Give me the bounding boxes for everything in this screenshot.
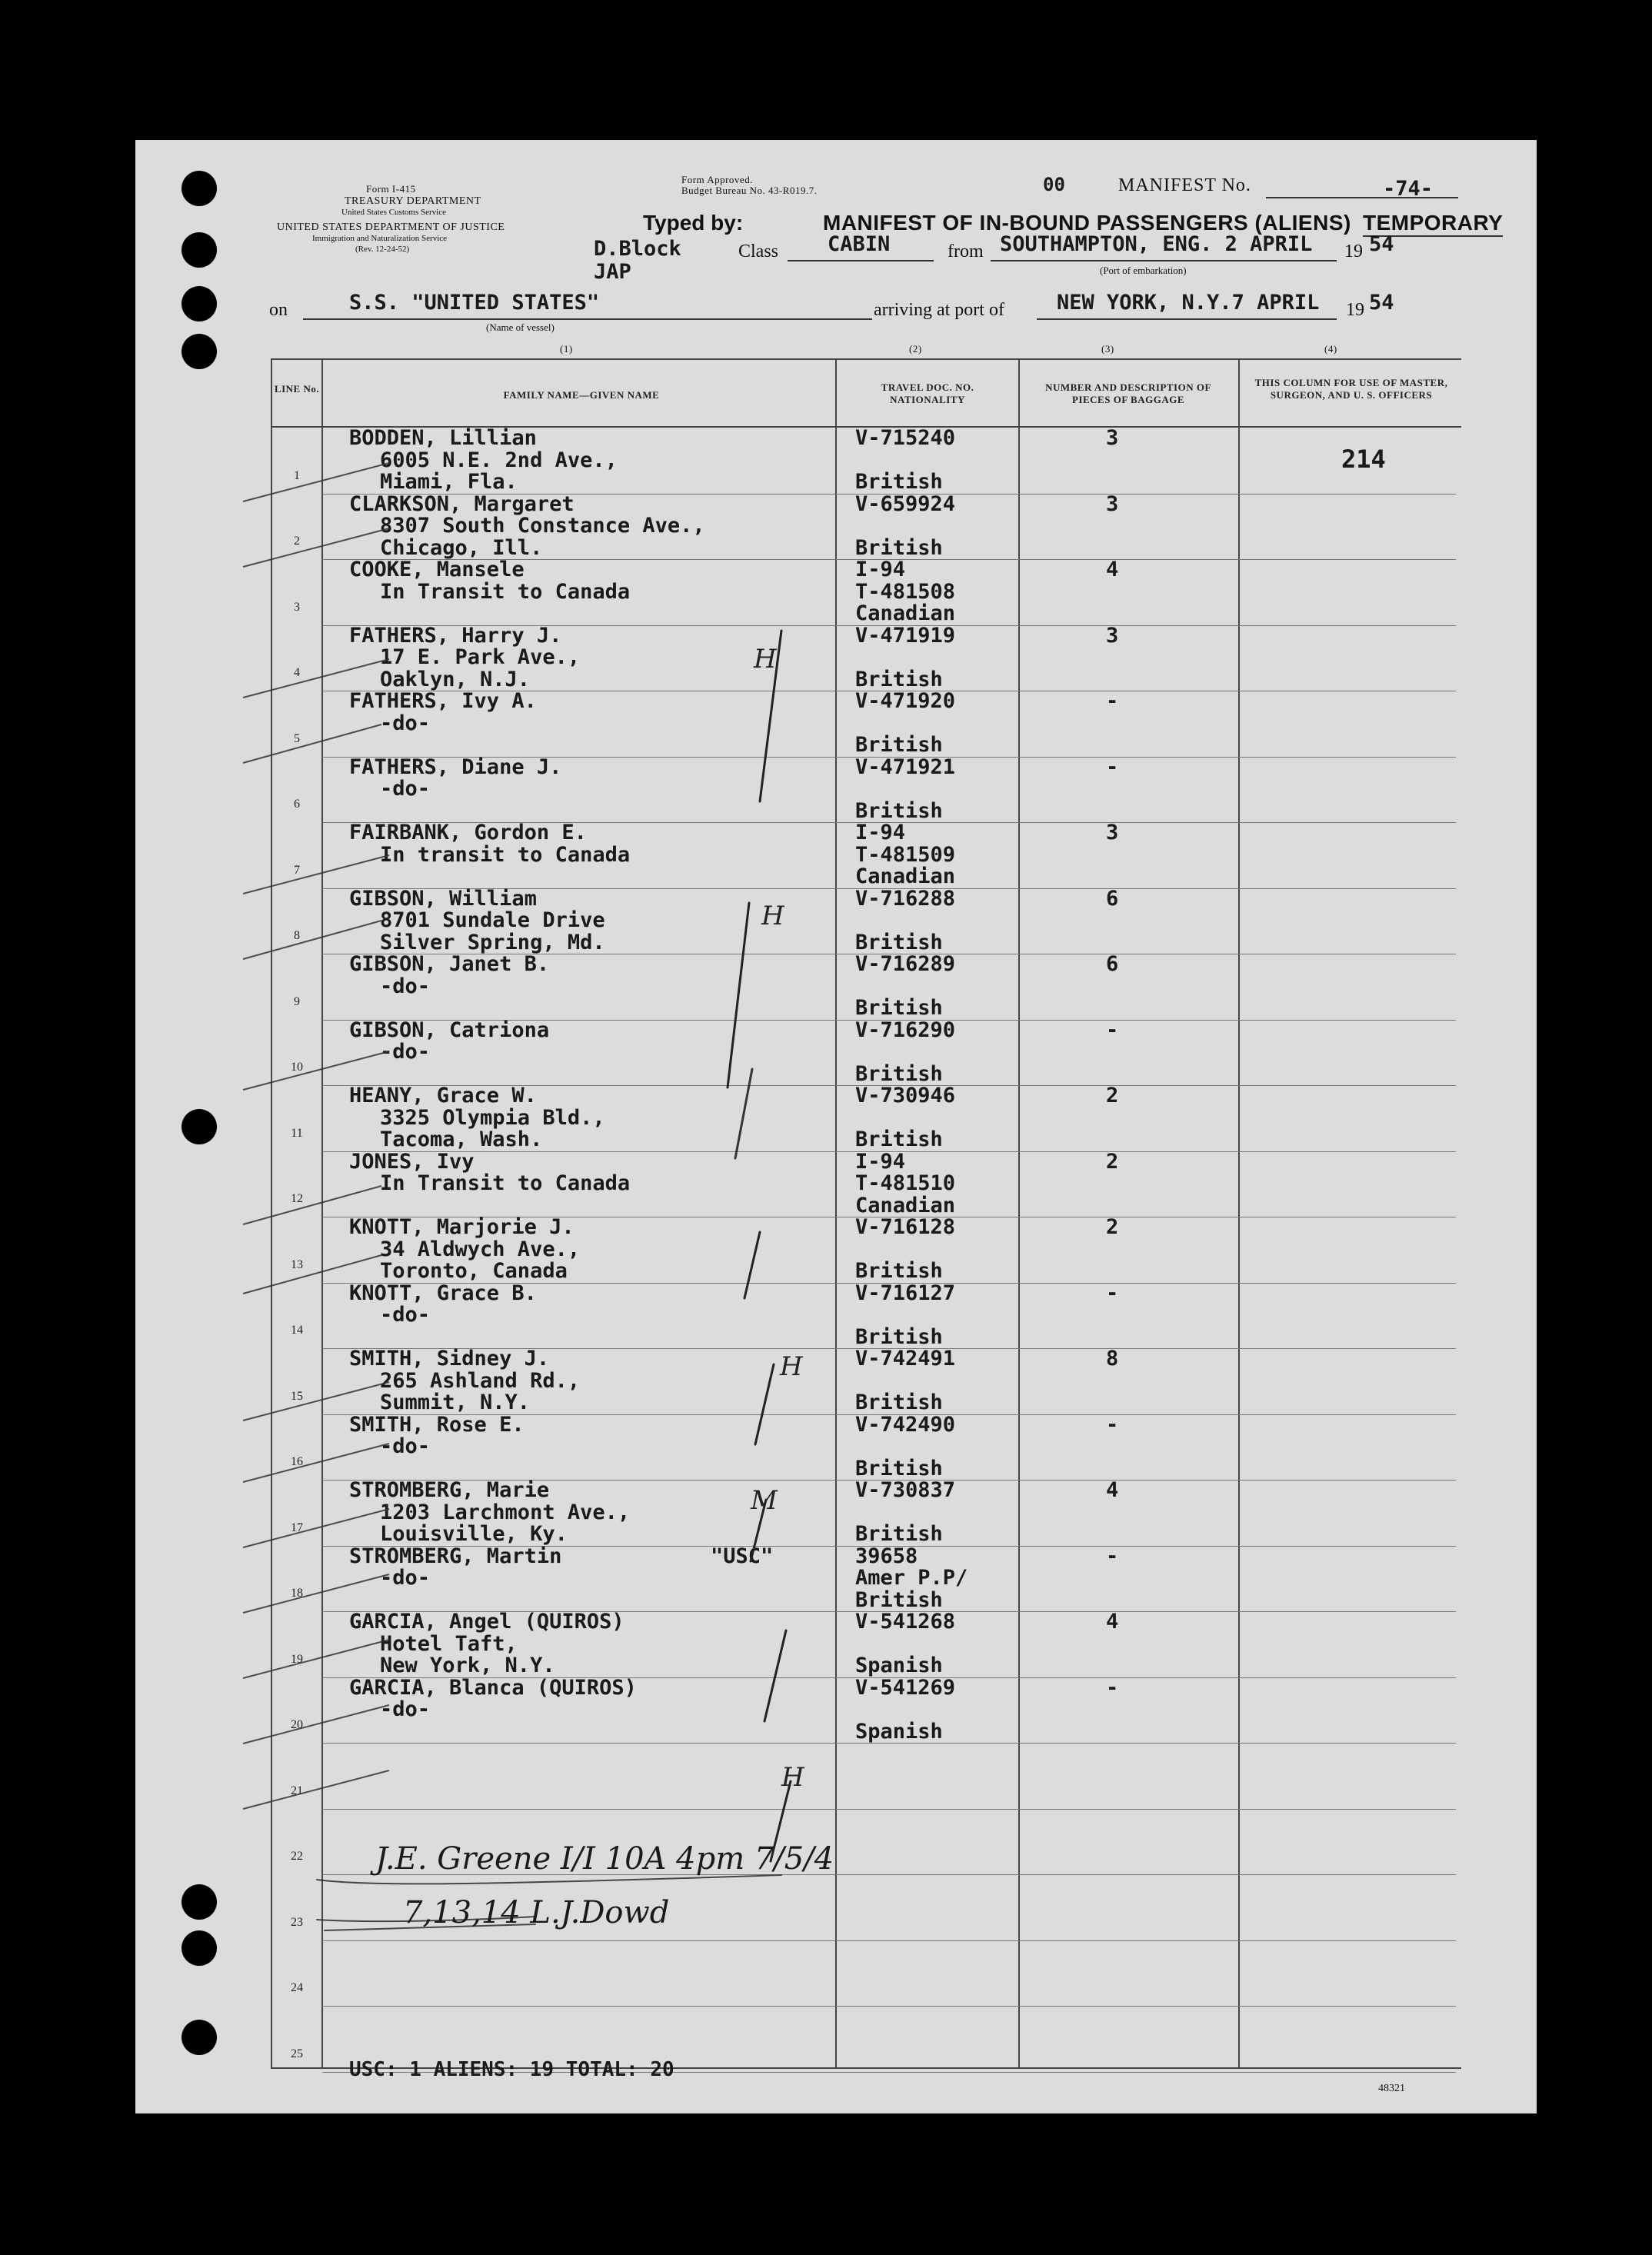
travel-doc-number: T-481509: [855, 843, 956, 867]
passenger-name: STROMBERG, Martin: [349, 1544, 562, 1568]
passenger-address: In transit to Canada: [380, 843, 631, 867]
passenger-address: Silver Spring, Md.: [380, 931, 605, 954]
passenger-address: Chicago, Ill.: [380, 536, 543, 560]
line-number: 19: [291, 1653, 303, 1666]
line-number: 9: [294, 995, 300, 1008]
arriving-label: arriving at port of: [874, 300, 1004, 320]
nationality: Spanish: [855, 1654, 943, 1677]
col-num-4: (4): [1324, 343, 1337, 355]
baggage-count: -: [1106, 755, 1119, 779]
col-num-2: (2): [909, 343, 922, 355]
nationality: British: [855, 1588, 943, 1612]
baggage-count: -: [1106, 1018, 1119, 1042]
col-num-1: (1): [560, 343, 573, 355]
baggage-count: -: [1106, 1676, 1119, 1700]
nationality: British: [855, 996, 943, 1020]
embark-year: 54: [1369, 232, 1394, 256]
nationality: British: [855, 470, 943, 494]
binder-hole: [182, 2020, 217, 2055]
manifest-mark: 00: [1043, 174, 1065, 195]
baggage-count: -: [1106, 1413, 1119, 1437]
passenger-name: BODDEN, Lillian: [349, 426, 537, 450]
col-header-officers: THIS COLUMN FOR USE OF MASTER, SURGEON, AND U. S. OFFICERS: [1254, 377, 1448, 401]
passenger-address: Tacoma, Wash.: [380, 1128, 543, 1151]
nationality: British: [855, 536, 943, 560]
travel-doc-number: V-730946: [855, 1084, 956, 1108]
travel-doc-number: V-742491: [855, 1347, 956, 1371]
handwriting-overlay: [135, 140, 1537, 2113]
temporary-label: TEMPORARY: [1363, 211, 1503, 237]
travel-doc-number: V-541269: [855, 1676, 956, 1700]
nationality: British: [855, 1391, 943, 1414]
class-label: Class: [738, 241, 779, 261]
baggage-count: 6: [1106, 887, 1119, 911]
passenger-address: 17 E. Park Ave.,: [380, 645, 581, 669]
line-number: 6: [294, 798, 300, 811]
handwritten-mark: H: [781, 1762, 804, 1793]
typist-initials: JAP: [594, 260, 631, 284]
handwritten-signature-line22: J.E. Greene I/I 10A 4pm 7/5/4: [375, 1841, 834, 1877]
form-number: Form I-415: [366, 183, 416, 195]
passenger-address: -do-: [380, 1566, 431, 1590]
baggage-count: -: [1106, 1281, 1119, 1305]
arrival-year-prefix: 19: [1346, 300, 1364, 320]
passenger-name: FATHERS, Harry J.: [349, 624, 562, 648]
customs-label: United States Customs Service: [341, 208, 446, 217]
manifest-no-label: MANIFEST No.: [1118, 175, 1251, 195]
passenger-address: -do-: [380, 1303, 431, 1327]
form-approved: Form Approved.: [681, 174, 753, 185]
totals-line: USC: 1 ALIENS: 19 TOTAL: 20: [349, 2058, 674, 2081]
travel-doc-number: Amer P.P/: [855, 1566, 968, 1590]
nationality: British: [855, 799, 943, 823]
passenger-address: In Transit to Canada: [380, 580, 631, 604]
travel-doc-number: V-716289: [855, 952, 956, 976]
passenger-address: Summit, N.Y.: [380, 1391, 531, 1414]
binder-hole: [182, 286, 217, 321]
line-number: 4: [294, 666, 300, 679]
passenger-address: In Transit to Canada: [380, 1171, 631, 1195]
vessel-caption: (Name of vessel): [486, 321, 555, 333]
baggage-count: -: [1106, 1544, 1119, 1568]
passenger-name: GIBSON, Catriona: [349, 1018, 550, 1042]
passenger-name: HEANY, Grace W.: [349, 1084, 537, 1108]
line-number: 1: [294, 469, 300, 482]
line-number: 25: [291, 2047, 303, 2060]
passenger-name: FATHERS, Ivy A.: [349, 689, 537, 713]
arrival-year: 54: [1369, 291, 1394, 315]
port-caption: (Port of embarkation): [1100, 265, 1187, 276]
travel-doc-number: T-481508: [855, 580, 956, 604]
vessel-name: S.S. "UNITED STATES": [349, 291, 600, 315]
travel-doc-number: I-94: [855, 1150, 906, 1174]
passenger-address: -do-: [380, 711, 431, 735]
budget-bureau: Budget Bureau No. 43-R019.7.: [681, 185, 818, 196]
travel-doc-number: V-716288: [855, 887, 956, 911]
travel-doc-number: V-659924: [855, 492, 956, 516]
from-label: from: [948, 241, 984, 261]
travel-doc-number: 39658: [855, 1544, 918, 1568]
passenger-name: CLARKSON, Margaret: [349, 492, 575, 516]
baggage-count: 2: [1106, 1084, 1119, 1108]
passenger-name: GIBSON, Janet B.: [349, 952, 550, 976]
line-number: 13: [291, 1258, 303, 1271]
on-label: on: [269, 300, 288, 320]
travel-doc-number: V-471921: [855, 755, 956, 779]
class-value: CABIN: [828, 232, 891, 256]
manifest-title: MANIFEST OF IN-BOUND PASSENGERS (ALIENS): [823, 211, 1351, 235]
travel-doc-number: I-94: [855, 558, 906, 581]
passenger-address: Oaklyn, N.J.: [380, 668, 531, 691]
line-number: 8: [294, 929, 300, 942]
embark-port: SOUTHAMPTON, ENG. 2 APRIL: [1000, 232, 1313, 256]
ins-label: Immigration and Naturalization Service: [312, 234, 448, 243]
line-number: 17: [291, 1521, 303, 1534]
line-number: 5: [294, 732, 300, 745]
citizenship-note: "USC": [711, 1544, 774, 1568]
typed-by: D.Block: [594, 237, 681, 261]
baggage-count: 8: [1106, 1347, 1119, 1371]
treasury-label: TREASURY DEPARTMENT: [345, 195, 481, 207]
justice-label: UNITED STATES DEPARTMENT OF JUSTICE: [277, 222, 505, 233]
passenger-name: GARCIA, Blanca (QUIROS): [349, 1676, 637, 1700]
nationality: British: [855, 733, 943, 757]
binder-hole: [182, 232, 217, 268]
passenger-name: COOKE, Mansele: [349, 558, 525, 581]
passenger-address: 8701 Sundale Drive: [380, 908, 605, 932]
nationality: British: [855, 931, 943, 954]
passenger-address: New York, N.Y.: [380, 1654, 555, 1677]
baggage-count: 4: [1106, 1610, 1119, 1634]
form-code: 48321: [1378, 2083, 1405, 2094]
year-prefix: 19: [1344, 241, 1363, 261]
travel-doc-number: T-481510: [855, 1171, 956, 1195]
passenger-address: -do-: [380, 1434, 431, 1458]
travel-doc-number: V-541268: [855, 1610, 956, 1634]
passenger-name: GARCIA, Angel (QUIROS): [349, 1610, 624, 1634]
handwritten-mark: H: [754, 644, 777, 675]
passenger-name: SMITH, Sidney J.: [349, 1347, 550, 1371]
baggage-count: 2: [1106, 1150, 1119, 1174]
manifest-page: [135, 140, 1537, 2113]
baggage-count: 4: [1106, 558, 1119, 581]
rev-date: (Rev. 12-24-52): [355, 245, 410, 254]
line-number: 16: [291, 1455, 303, 1468]
line-number: 15: [291, 1390, 303, 1403]
passenger-name: FATHERS, Diane J.: [349, 755, 562, 779]
nationality: British: [855, 1062, 943, 1086]
nationality: British: [855, 1128, 943, 1151]
col-header-name: FAMILY NAME—GIVEN NAME: [503, 389, 660, 401]
nationality: Canadian: [855, 1194, 956, 1217]
passenger-address: -do-: [380, 1697, 431, 1721]
travel-doc-number: V-716290: [855, 1018, 956, 1042]
binder-hole: [182, 171, 217, 206]
binder-hole: [182, 1884, 217, 1920]
passenger-name: KNOTT, Grace B.: [349, 1281, 537, 1305]
arrival-port: NEW YORK, N.Y.7 APRIL: [1057, 291, 1320, 315]
passenger-name: GIBSON, William: [349, 887, 537, 911]
travel-doc-number: V-471920: [855, 689, 956, 713]
passenger-address: -do-: [380, 1040, 431, 1064]
travel-doc-number: I-94: [855, 821, 906, 844]
typed-by-label: Typed by:: [643, 211, 744, 235]
passenger-name: STROMBERG, Marie: [349, 1478, 550, 1502]
baggage-count: 3: [1106, 426, 1119, 450]
handwritten-mark: H: [780, 1351, 803, 1382]
nationality: Canadian: [855, 864, 956, 888]
line-number: 14: [291, 1324, 303, 1337]
col-num-3: (3): [1101, 343, 1114, 355]
baggage-count: 3: [1106, 492, 1119, 516]
manifest-number: -74-: [1383, 177, 1434, 201]
travel-doc-number: V-730837: [855, 1478, 956, 1502]
travel-doc-number: V-715240: [855, 426, 956, 450]
nationality: Spanish: [855, 1720, 943, 1744]
binder-hole: [182, 1109, 217, 1144]
handwritten-signature-line23: 7,13,14 L.J.Dowd: [403, 1895, 670, 1930]
handwritten-mark: M: [751, 1485, 778, 1516]
passenger-address: 34 Aldwych Ave.,: [380, 1237, 581, 1261]
binder-hole: [182, 334, 217, 369]
passenger-address: Hotel Taft,: [380, 1632, 518, 1656]
passenger-address: -do-: [380, 974, 431, 998]
passenger-name: FAIRBANK, Gordon E.: [349, 821, 587, 844]
line-number: 7: [294, 864, 300, 877]
line-number: 12: [291, 1192, 303, 1205]
baggage-count: 4: [1106, 1478, 1119, 1502]
col-header-baggage: NUMBER AND DESCRIPTION OF PIECES OF BAGGAGE: [1045, 381, 1211, 405]
passenger-address: Toronto, Canada: [380, 1259, 568, 1283]
line-number: 21: [291, 1784, 303, 1797]
line-number: 20: [291, 1718, 303, 1731]
binder-hole: [182, 1930, 217, 1966]
line-number: 23: [291, 1916, 303, 1929]
passenger-name: KNOTT, Marjorie J.: [349, 1215, 575, 1239]
passenger-address: 1203 Larchmont Ave.,: [380, 1501, 631, 1524]
nationality: British: [855, 1457, 943, 1481]
line-number: 24: [291, 1981, 303, 1994]
nationality: British: [855, 1325, 943, 1349]
line-number: 11: [291, 1127, 303, 1140]
baggage-count: 3: [1106, 821, 1119, 844]
passenger-address: 6005 N.E. 2nd Ave.,: [380, 448, 618, 472]
travel-doc-number: V-742490: [855, 1413, 956, 1437]
baggage-count: -: [1106, 689, 1119, 713]
line-number: 22: [291, 1850, 303, 1863]
travel-doc-number: V-716128: [855, 1215, 956, 1239]
baggage-count: 6: [1106, 952, 1119, 976]
travel-doc-number: V-716127: [855, 1281, 956, 1305]
baggage-count: 3: [1106, 624, 1119, 648]
col-header-line: LINE No.: [274, 383, 320, 395]
passenger-address: 3325 Olympia Bld.,: [380, 1106, 605, 1130]
travel-doc-number: V-471919: [855, 624, 956, 648]
officer-note: 214: [1341, 445, 1386, 474]
passenger-address: 265 Ashland Rd.,: [380, 1369, 581, 1393]
passenger-address: -do-: [380, 777, 431, 801]
handwritten-mark: H: [761, 901, 784, 931]
nationality: British: [855, 668, 943, 691]
col-header-travel: TRAVEL DOC. NO. NATIONALITY: [881, 381, 974, 405]
line-number: 10: [291, 1061, 303, 1074]
line-number: 3: [294, 601, 300, 614]
nationality: British: [855, 1522, 943, 1546]
passenger-address: 8307 South Constance Ave.,: [380, 514, 705, 538]
passenger-address: Louisville, Ky.: [380, 1522, 568, 1546]
nationality: Canadian: [855, 601, 956, 625]
line-number: 18: [291, 1587, 303, 1600]
nationality: British: [855, 1259, 943, 1283]
passenger-name: JONES, Ivy: [349, 1150, 475, 1174]
passenger-address: Miami, Fla.: [380, 470, 518, 494]
line-number: 2: [294, 535, 300, 548]
baggage-count: 2: [1106, 1215, 1119, 1239]
passenger-name: SMITH, Rose E.: [349, 1413, 525, 1437]
